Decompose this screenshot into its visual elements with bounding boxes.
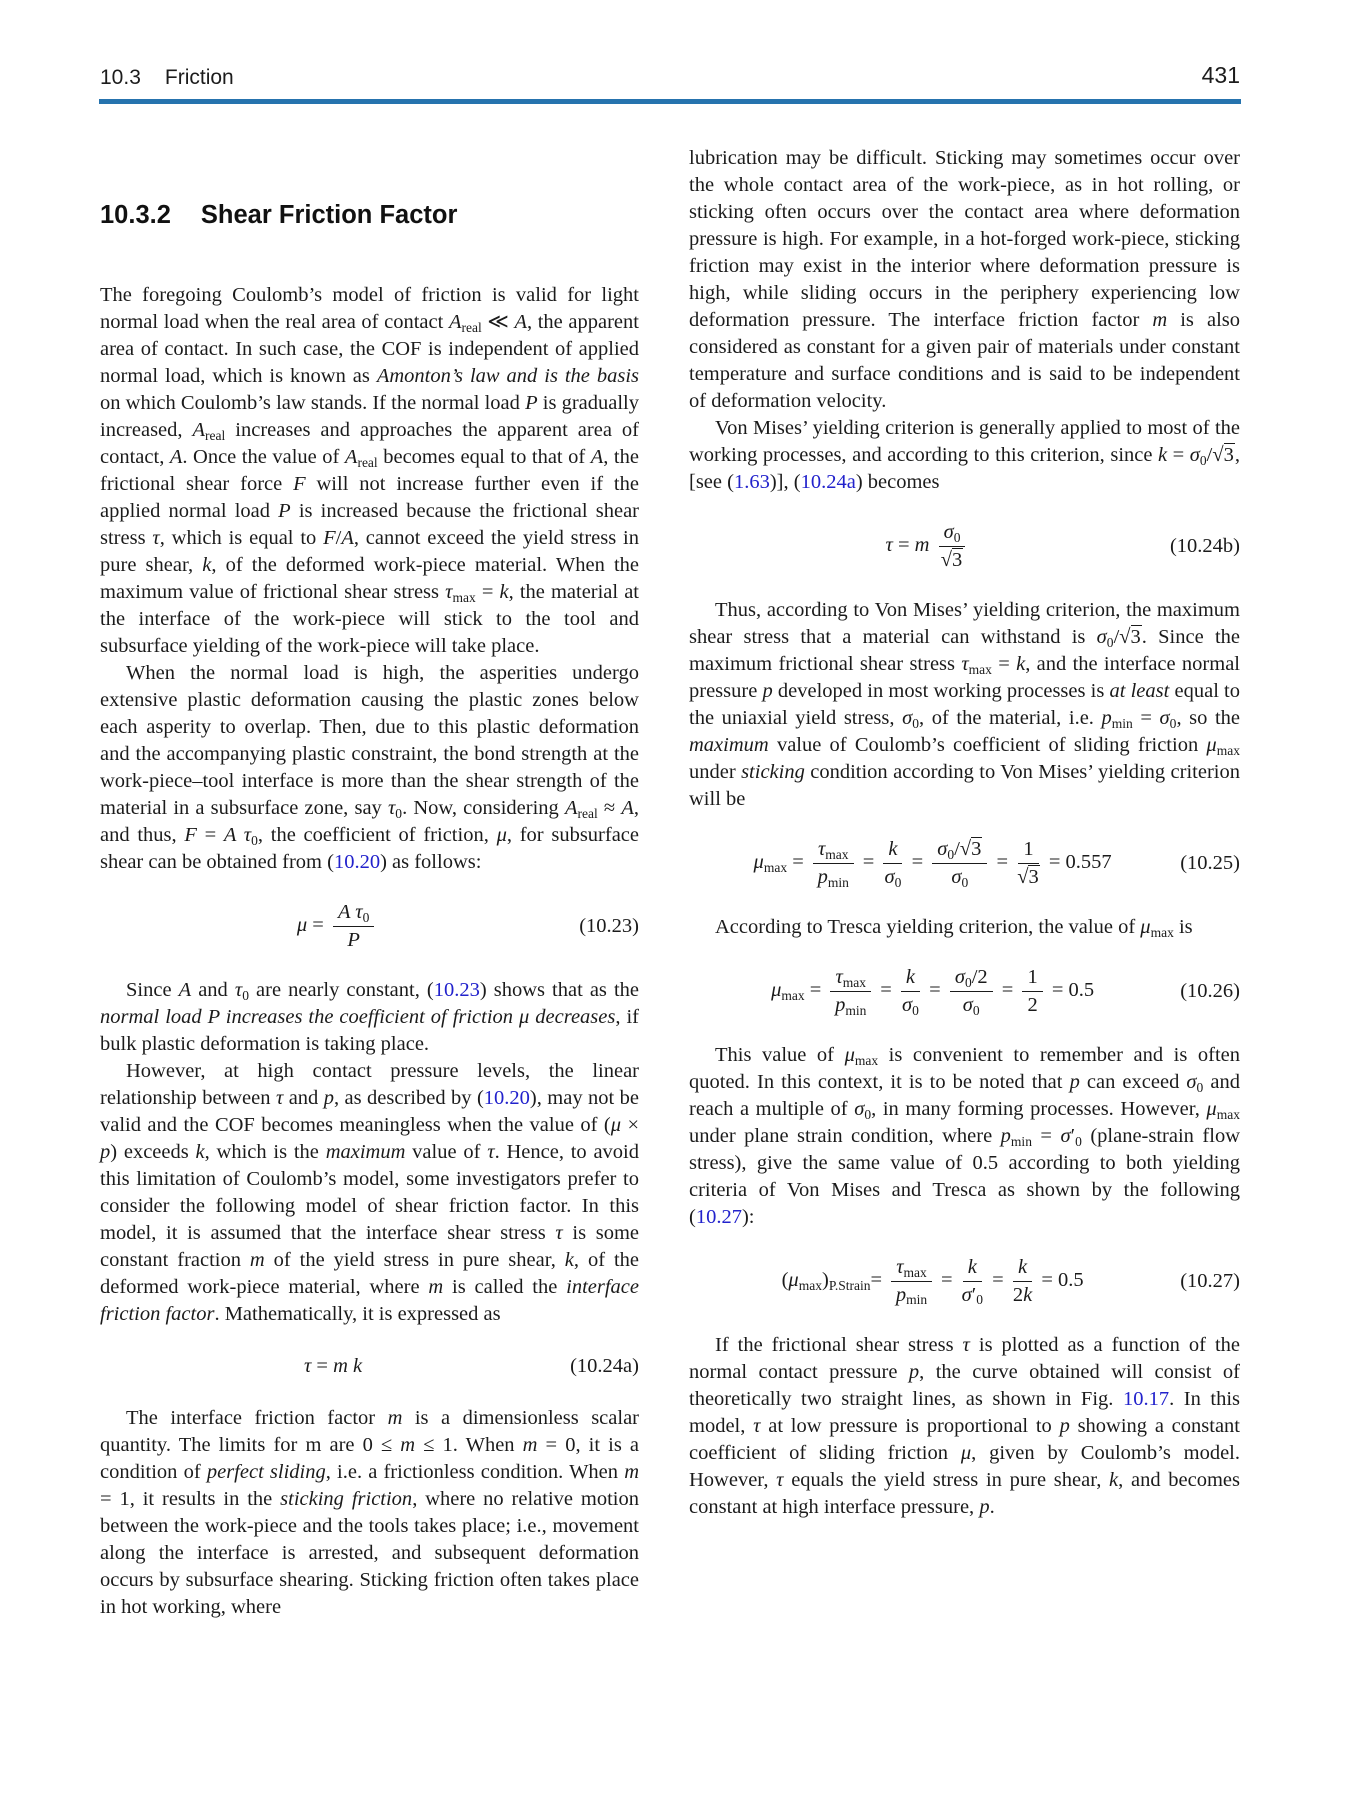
fraction: $\frac{\tau_{max}}{p_{min}}$ [813,838,854,889]
paragraph: Thus, according to Von Mises’ yielding criterion, the maximum shear stress that a material can withstand is $\sigma_0/√3$. Since the maximum frictional shear stress $\tau_{max} = k$, and the interface normal pressure p developed in most working processes is at least equal to the uniaxial yield stress, $\sigma_0$, of the material, i.e. $p_{min} = \sigma_0$, so the maximum value of Coulomb’s coefficient of sliding friction $\mu_{max}$ under sticking condition according to Von Mises’ yielding criterion will be [689,598,1241,810]
display-equation [689,1256,1240,1307]
running-head-section-number: 10.3 [100,66,141,89]
fraction: $\frac{1}{√3}$ [1017,837,1039,888]
equation-body: τ = m k [303,1354,363,1377]
running-head-section-name: Friction [164,66,234,89]
equation-label: (10.24b) [1169,534,1240,557]
sqrt-radical: √3 [1017,865,1039,888]
paragraph: The interface friction factor m is a dimensionless scalar quantity. The limits for m are 0 ≤ m ≤ 1. When m = 0, it is a condition of perfect sliding, i.e. a frictionless condition. When m = 1, it results in the sticking friction, where no relative motion between the work-piece and the tools takes place; i.e., movement along the interface is arrested, and subsequent deformation occurs by subsurface shearing. Sticking friction often takes place in hot working, where [100,1406,640,1618]
left-column [100,145,639,1621]
paragraph: According to Tresca yielding criterion, the value of $\mu_{max}$ is [715,915,1193,940]
cross-reference-link[interactable]: 10.17 [1122,1387,1170,1410]
cross-reference-link[interactable]: 10.23 [433,978,480,1001]
paragraph: This value of $\mu_{max}$ is convenient to remember and is often quoted. In this context, it is to be noted that p can exceed $\sigma_0$ and reach a multiple of $\sigma_0$, in many forming processes. However, $\mu_{max}$ under plane strain condition, where $p_{min} = \sigma'_0$ (plane-strain flow stress), give the same value of 0.5 according to both yielding criteria of Von Mises and Tresca as shown by the following (10.27): [689,1043,1240,1228]
paragraph: The foregoing Coulomb’s model of friction is valid for light normal load when the real area of contact $A_{real}$ ≪ A, the apparent area of contact. In such case, the COF is independent of applied normal load, which is known as Amonton’s law and is the basis on which Coulomb’s law stands. If the normal load P is gradually increased, $A_{real}$ increases and approaches the apparent area of contact, A. Once the value of $A_{real}$ becomes equal to that of A, the frictional shear force F will not increase further even if the applied normal load P is increased because the frictional shear stress τ, which is equal to F/A, cannot exceed the yield stress in pure shear, k, of the deformed work-piece material. When the maximum value of frictional shear stress $\tau_{max} = k$, the material at the interface of the work-piece will stick to the tool and subsurface yielding of the work-piece will take place. [100,284,640,657]
paragraph: When the normal load is high, the asperities undergo extensive plastic deformation causing the plastic zones below each asperity to overlap. Then, due to this plastic deformation and the accompanying plastic constraint, the bond strength at the work-piece–tool interface is more than the shear strength of the material in a subsurface zone, say $\tau_0$. Now, considering $A_{real} \approx A$, and thus, F = A $\tau_0$, the coefficient of friction, μ, for subsurface shear can be obtained from (10.20) as follows: [100,662,640,873]
fraction: $\frac{k}{\sigma_0}$ [902,965,919,1018]
cross-reference-link[interactable]: 1.63 [733,471,770,493]
sqrt-radical: √3 [940,548,963,571]
sqrt-radical: √3 [1212,444,1234,466]
display-equation [689,966,1240,1017]
equation-label: (10.25) [1180,851,1240,874]
fraction: $\frac{k}{2k}$ [1012,1255,1033,1306]
right-column [689,145,1240,1521]
paragraph: Von Mises’ yielding criterion is generally applied to most of the working processes, and according to this criterion, since $k = \sigma_0/√3$, [see (1.63)], (10.24a) becomes [689,417,1240,493]
sqrt-radical: √3 [1119,625,1141,648]
running-head [100,66,234,90]
display-equation [100,901,639,952]
fraction: $\frac{\sigma_0/2}{\sigma_0}$ [950,966,993,1017]
paragraph: lubrication may be difficult. Sticking may sometimes occur over the whole contact area of the work-piece, as in hot rolling, or sticking often occurs over the contact area where deformation pressure is high. For example, in a hot-forged work-piece, sticking friction may exist in the interior where deformation pressure is high, while sliding occurs in the periphery experiencing low deformation pressure. The interface friction factor m is also considered as constant for a given pair of materials under constant temperature and surface conditions and is said to be independent of deformation velocity. [689,147,1241,412]
equation-body: $(\mu_{max})_{P.Strain}=$ $\frac{\tau_{max}}{p_{min}}$ = $\frac{k}{\sigma'_0}$ = $\frac{k}{2k}$ = 0.5 [781,1255,1084,1308]
fraction: $\frac{k}{\sigma_0}$ [884,837,902,890]
paragraph: However, at high contact pressure levels, the linear relationship between τ and p, as described by (10.20), may not be valid and the COF becomes meaningless when the value of (μ × p) exceeds k, which is the maximum value of τ. Hence, to avoid this limitation of Coulomb’s model, some investigators prefer to consider the following model of shear friction factor. In this model, it is assumed that the interface shear stress τ is some constant fraction m of the yield stress in pure shear, k, of the deformed work-piece material, where m is called the interface friction factor. Mathematically, it is expressed as [100,1059,640,1325]
fraction: $\frac{\sigma_0/√3}{\sigma_0}$ [932,838,987,889]
equation-body: $\mu_{max}$ = $\frac{\tau_{max}}{p_{min}}$ = $\frac{k}{\sigma_0}$ = $\frac{\sigma_0/2}{\sigma_0}$ = $\frac{1}{2}$ = 0.5 [771,965,1095,1018]
section-heading-number: 10.3.2 [100,201,171,229]
header-rule-divider [99,99,1241,104]
fraction: $\frac{\tau_{max}}{p_{min}}$ [891,1256,932,1307]
fraction: $\frac{k}{\sigma'_0}$ [961,1255,984,1308]
equation-label: (10.23) [579,914,639,937]
display-equation [689,838,1240,889]
equation-body: μ = $\frac{A \tau_0}{P}$ [100,901,575,952]
equation-label: (10.24a) [570,1354,639,1377]
fraction: $\frac{1}{2}$ [1022,966,1042,1017]
paragraph: Since A and $\tau_0$ are nearly constant, (10.23) shows that as the normal load P increases the coefficient of friction μ decreases, if bulk plastic deformation is taking place. [100,978,639,1055]
equation-label: (10.27) [1180,1269,1240,1292]
equation-body: τ = m $\frac{\sigma_0}{√3}$ [689,521,1166,572]
section-heading-title: Shear Friction Factor [200,201,458,229]
paragraph: If the frictional shear stress τ is plotted as a function of the normal contact pressure p, the curve obtained will consist of theoretically two straight lines, as shown in Fig. 10.17. In this model, τ at low pressure is proportional to p showing a constant coefficient of sliding friction μ, given by Coulomb’s model. However, τ equals the yield stress in pure shear, k, and becomes constant at high interface pressure, p. [689,1333,1241,1518]
fraction: $\frac{\tau_{max}}{p_{min}}$ [830,966,871,1017]
display-equation [689,521,1240,572]
cross-reference-link[interactable]: 10.20 [333,851,381,873]
fraction: $\frac{A \tau_0}{P}$ [333,901,374,952]
cross-reference-link[interactable]: 10.27 [695,1205,742,1228]
fraction: $\frac{\sigma_0}{√3}$ [939,521,966,572]
sqrt-radical: √3 [959,837,982,860]
cross-reference-link[interactable]: 10.24a [800,471,856,493]
equation-body: $\mu_{max}$ = $\frac{\tau_{max}}{p_{min}}$ = $\frac{k}{\sigma_0}$ = $\frac{\sigma_0/√3}{\sigma_0}$ = $\frac{1}{√3}$ = 0.557 [753,837,1112,890]
display-equation [100,1353,639,1380]
cross-reference-link[interactable]: 10.20 [483,1086,530,1109]
section-heading [100,202,639,229]
equation-label: (10.26) [1180,979,1240,1002]
page-number: 431 [1201,62,1240,88]
